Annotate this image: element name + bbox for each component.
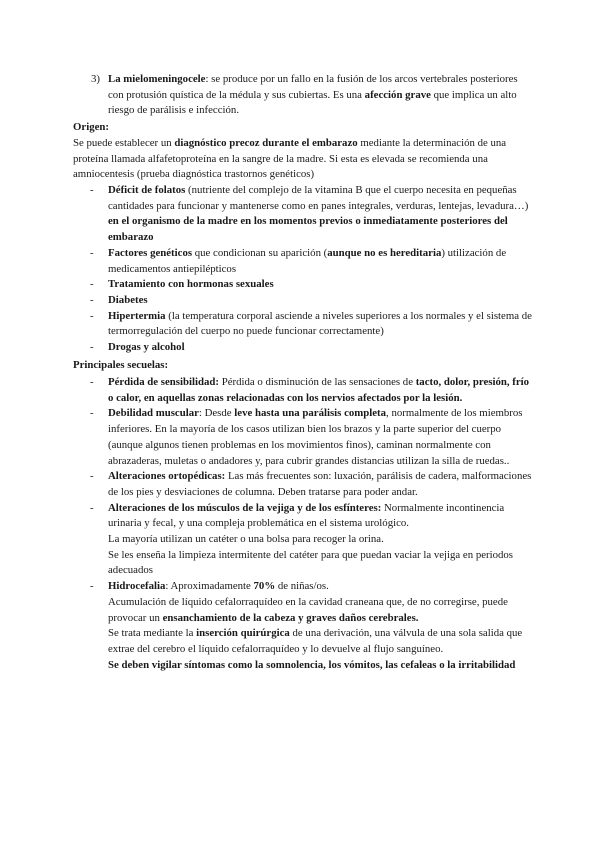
list-item: - Debilidad muscular: Desde leve hasta una parálisis completa, normalmente de los miembros inferiores. En la mayoría de los casos utilizan bien los brazos y la parte superior del cuerpo (aunque algunos tienen problemas en los movimientos finos), caminan normalmente con abrazaderas, muletas o andadores y, para cubrir grandes distancias utilizan la silla de ruedas.. — [90, 407, 523, 467]
sequelae-heading: Principales secuelas: — [73, 359, 169, 371]
list-item: - Pérdida de sensibilidad: Pérdida o disminución de las sensaciones de tacto, dolor, presión, frío o calor, en aquellas zonas relacionadas con los nervios afectados por la lesión. — [90, 376, 530, 404]
origin-list — [90, 183, 534, 356]
origin-heading: Origen: — [73, 121, 109, 133]
list-item: - Hidrocefalia: Aproximadamente 70% de niñas/os. Acumulación de líquido cefalorraquídeo en la cavidad craneana que, de no corregirse, puede provocar un ensanchamiento de la cabeza y graves daños cerebrales. Se trata mediante la inserción quirúrgica de una derivación, una válvula de una sola salida que extrae del cerebro el líquido cefalorraquídeo y lo devuelve al flujo sanguíneo. Se deben vigilar síntomas como la somnolencia, los vómitos, las cefaleas o la irritabilidad — [90, 580, 523, 671]
list-item: - Diabetes — [90, 293, 148, 306]
list-item: - Tratamiento con hormonas sexuales — [90, 278, 274, 291]
item-text: La mielomeningocele: se produce por un fallo en la fusión de los arcos vertebrales posteriores con protusión quística de la médula y sus cubiertas. Es una afección grave que implica un alto riesgo de parálisis e infección. — [108, 73, 518, 117]
list-item: - Drogas y alcohol — [90, 341, 185, 354]
list-item: - Alteraciones de los músculos de la vejiga y de los esfínteres: Normalmente incontinencia urinaria y fecal, y una compleja problemática en el sistema urológico. La mayoría utilizan un catéter o una bolsa para recoger la orina. Se les enseña la limpieza intermitente del catéter para que puedan vaciar la vejiga en periodos adecuados — [90, 501, 513, 577]
list-item: - Alteraciones ortopédicas: Las más frecuentes son: luxación, parálisis de cadera, malformaciones de los pies y desviaciones de columna. Deben tratarse para poder andar. — [90, 470, 532, 498]
list-item: - Hipertermia (la temperatura corporal asciende a niveles superiores a los normales y el sistema de termorregulación del cuerpo no puede funcionar correctamente) — [90, 309, 532, 338]
list-item: - Factores genéticos que condicionan su aparición (aunque no es hereditaria) utilización de medicamentos antiepilépticos — [90, 246, 507, 275]
item-term: La mielomeningocele — [108, 73, 206, 85]
numbered-item-mielomeningocele — [91, 72, 531, 119]
item-number: 3) — [91, 73, 100, 85]
origin-intro: Se puede establecer un diagnóstico precoz durante el embarazo mediante la determinación de una proteína llamada alfafetoproteína en la sangre de la madre. Si esta es elevada se recomienda una amniocentesis (prueba diagnóstica trastornos genéticos) — [73, 137, 507, 181]
sequelae-list — [90, 375, 534, 673]
list-item: - Déficit de folatos (nutriente del complejo de la vitamina B que el cuerpo necesita en pequeñas cantidades para funcionar y mantenerse como en panes integrales, verduras, lentejas, levadura…) en el organismo de la madre en los momentos previos o inmediatamente posteriores del embarazo — [90, 184, 529, 244]
